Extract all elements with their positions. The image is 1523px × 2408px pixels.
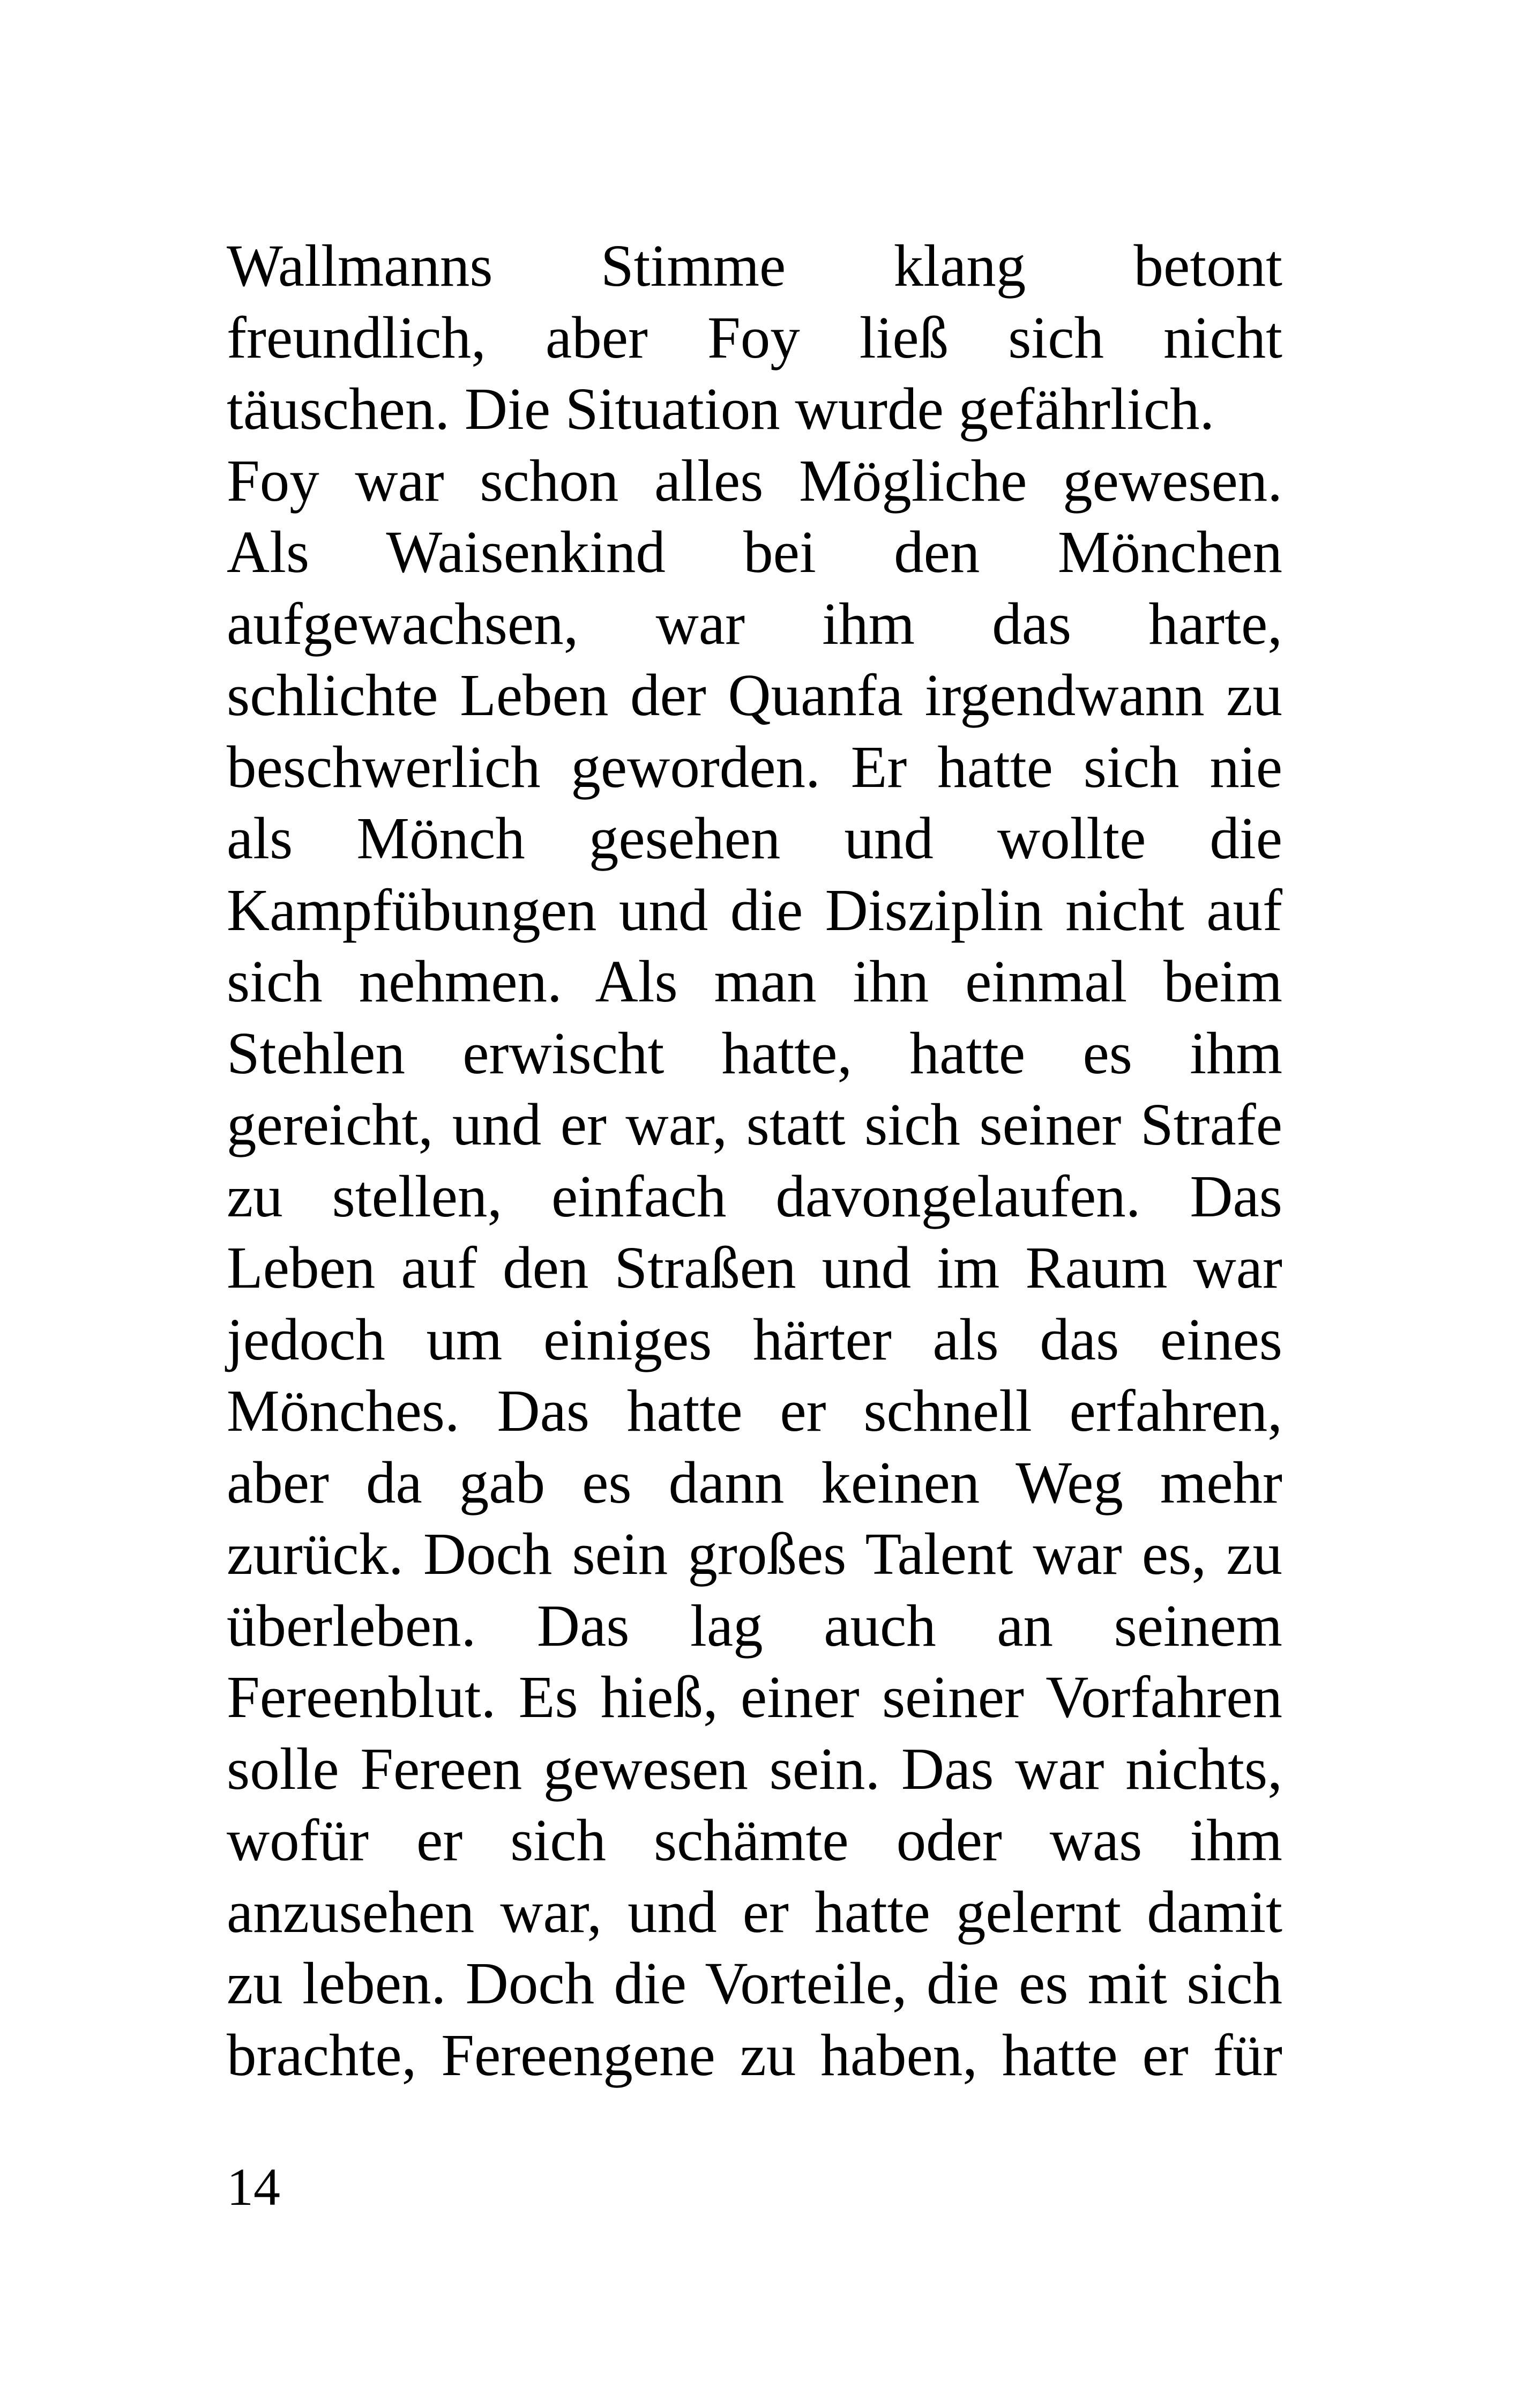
body-text [227, 231, 1282, 2091]
text-line: jedoch um einiges härter als das eines [227, 1306, 1282, 1373]
text-line: aufgewachsen, war ihm das harte, [227, 591, 1282, 657]
text-line: Stehlen erwischt hatte, hatte es ihm [227, 1020, 1282, 1087]
text-line: Kampfübungen und die Disziplin nicht auf [227, 877, 1282, 943]
text-line: wofür er sich schämte oder was ihm [227, 1808, 1282, 1874]
text-line: als Mönch gesehen und wollte die [227, 806, 1282, 872]
text-line: Fereenblut. Es hieß, einer seiner Vorfahren [227, 1664, 1282, 1730]
text-line: sich nehmen. Als man ihn einmal beim [227, 949, 1282, 1015]
page-number: 14 [227, 2157, 280, 2217]
text-line: anzusehen war, und er hatte gelernt damit [227, 1879, 1282, 1945]
text-line: solle Fereen gewesen sein. Das war nichts, [227, 1736, 1282, 1802]
text-line: zu leben. Doch die Vorteile, die es mit sich [227, 1951, 1282, 2017]
text-line: brachte, Fereengene zu haben, hatte er für [227, 2022, 1282, 2089]
text-line: zurück. Doch sein großes Talent war es, zu [227, 1521, 1282, 1587]
text-line: Wallmanns Stimme klang betont [227, 233, 1282, 299]
text-line: beschwerlich geworden. Er hatte sich nie [227, 734, 1282, 800]
text-line: schlichte Leben der Quanfa irgendwann zu [227, 663, 1282, 729]
text-line: gereicht, und er war, statt sich seiner Strafe [227, 1092, 1282, 1158]
text-line: freundlich, aber Foy ließ sich nicht [227, 304, 1282, 371]
text-line: überleben. Das lag auch an seinem [227, 1593, 1282, 1659]
text-line: aber da gab es dann keinen Weg mehr [227, 1450, 1282, 1516]
text-line: Als Waisenkind bei den Mönchen [227, 519, 1282, 585]
text-line: Mönches. Das hatte er schnell erfahren, [227, 1378, 1282, 1444]
text-line: Leben auf den Straßen und im Raum war [227, 1235, 1282, 1301]
text-line: zu stellen, einfach davongelaufen. Das [227, 1163, 1282, 1230]
text-line: täuschen. Die Situation wurde gefährlich. [227, 376, 1215, 442]
text-line: Foy war schon alles Mögliche gewesen. [227, 448, 1282, 514]
